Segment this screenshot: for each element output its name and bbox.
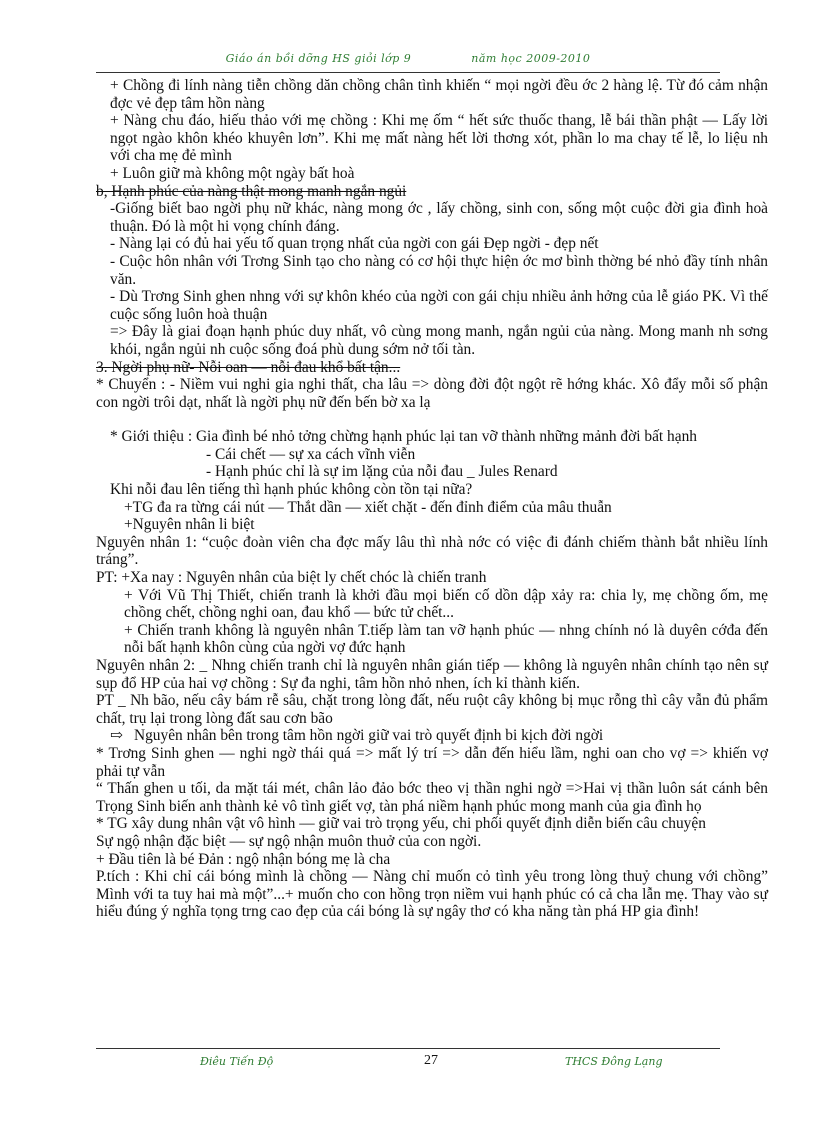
document-body [96, 77, 768, 921]
page-header [0, 52, 816, 65]
paragraph: Khi nỗi đau lên tiếng thì hạnh phúc không còn tồn tại nữa? [110, 481, 473, 499]
paragraph: Nguyên nhân 2: _ Nhng chiến tranh chỉ là nguyên nhân gián tiếp — không là nguyên nhân chính tạo nên sự sụp đổ HP của hai vợ chồng : Sự đa nghi, tâm hồn nhỏ nhen, ích kỉ thành kiến. [96, 657, 768, 692]
paragraph: - Hạnh phúc chỉ là sự im lặng của nỗi đau _ Jules Renard [206, 463, 558, 481]
footer-author: Điêu Tiến Độ [200, 1055, 274, 1068]
paragraph: - Cái chết — sự xa cách vĩnh viễn [206, 445, 416, 463]
paragraph: + Chiến tranh không là nguyên nhân T.tiếp làm tan vỡ hạnh phúc — nhng chính nó là duyên cớđa đến nỗi bất hạnh khôn cùng của ngời vợ đức hạnh [124, 621, 768, 657]
paragraph: PT: +Xa nay : Nguyên nhân của biệt ly chết chóc là chiến tranh [96, 569, 487, 587]
paragraph: + Đầu tiên là bé Đản : ngộ nhận bóng mẹ là cha [96, 850, 391, 868]
paragraph: * Trơng Sinh ghen — nghi ngờ thái quá => mất lý trí => dẫn đến hiểu lầm, nghi oan cho vợ => khiến vợ phải tự vẫn [96, 744, 768, 780]
paragraph: “ Thấn ghen u tối, da mặt tái mét, chân lảo đảo bớc theo vị thần nghi ngờ =>Hai vị thần luôn sát cánh bên Trọng Sinh biến anh thành kẻ vô tình giết vợ, tàn phá niềm hạnh phúc mong manh của gia đình họ [96, 780, 768, 815]
paragraph: * Chuyển : - Niềm vui nghi gia nghi thất, cha lâu => dòng đời đột ngột rẽ hớng khác. Xô đẩy mỗi số phận con ngời trôi dạt, nhất là ngời phụ nữ đến bến bờ xa lạ [96, 376, 768, 411]
page-footer [0, 1053, 816, 1073]
header-year: năm học 2009-2010 [471, 52, 591, 65]
spacer [96, 411, 768, 428]
footer-rule [96, 1048, 720, 1049]
paragraph: PT _ Nh bão, nếu cây bám rễ sâu, chặt trong lòng đất, nếu ruột cây không bị mục rỗng thì cây vẫn đủ phẩm chất, trụ lại trong lòng đất sau cơn bão [96, 692, 768, 727]
paragraph: + Luôn giữ mà không một ngày bất hoà [110, 164, 355, 182]
paragraph: Sự ngộ nhận đặc biệt — sự ngộ nhận muôn thuở của con ngời. [96, 832, 482, 850]
paragraph [96, 727, 768, 745]
paragraph-text: Nguyên nhân bên trong tâm hồn ngời giữ vai trò quyết định bi kịch đời ngời [134, 727, 604, 745]
paragraph: + Với Vũ Thị Thiết, chiến tranh là khởi đầu mọi biến cố dồn dập xảy ra: chia ly, mẹ chồng ốm, mẹ chồng chết, chồng nghi oan, đau khổ — bức tử chết... [124, 586, 768, 622]
paragraph: => Đây là giai đoạn hạnh phúc duy nhất, vô cùng mong manh, ngắn ngủi của nàng. Mong manh nh sơng khói, ngắn ngủi nh cuộc sống đoá phù dung sớm nở tối tàn. [110, 323, 768, 358]
paragraph: - Nàng lại có đủ hai yếu tố quan trọng nhất của ngời con gái Đẹp ngời - đẹp nết [110, 235, 599, 253]
paragraph: -Giống biết bao ngời phụ nữ khác, nàng mong ớc , lấy chồng, sinh con, sống một cuộc đời gia đình hoà thuận. Đó là một hi vọng chính đáng. [110, 200, 768, 235]
paragraph: +Nguyên nhân li biệt [124, 516, 255, 534]
paragraph: * TG xây dung nhân vật vô hình — giữ vai trò trọng yếu, chi phối quyết định diễn biến câu chuyện [96, 815, 706, 833]
paragraph: P.tích : Khi chỉ cái bóng mình là chồng — Nàng chỉ muốn cỏ tình yêu trong lòng thuỷ chung với chồng” Mình với ta tuy hai mà một”...+ muốn cho con hồng trọn niềm vui hạnh phúc có cả cha lẫn mẹ. Thay vào sự hiểu đúng ý nghĩa tọng trng cao đẹp của cái bóng là sự ngây thơ có kha năng tàn phá HP gia đình! [96, 868, 768, 921]
section-heading: b, Hạnh phúc của nàng thật mong manh ngắn ngủi [96, 182, 407, 200]
page-number: 27 [424, 1053, 438, 1068]
header-rule [96, 72, 720, 73]
paragraph: + Nàng chu đáo, hiếu thảo với mẹ chồng : Khi mẹ ốm “ hết sức thuốc thang, lễ bái thần phật — Lấy lời ngọt ngào khôn khéo khuyên lơn”. Khi mẹ mất nàng hết lời thơng xót, phần lo ma chay tế lễ, lo liệu nh với cha mẹ đẻ mình [110, 112, 768, 165]
paragraph: Nguyên nhân 1: “cuộc đoàn viên cha đợc mấy lâu thì nhà nớc có việc đi đánh chiếm thành bắt nhiều lính tráng”. [96, 533, 768, 569]
footer-school: THCS Đông Lạng [565, 1055, 663, 1068]
section-heading: 3. Ngời phụ nữ- Nỗi oan — nỗi đau khổ bất tận... [96, 358, 401, 376]
paragraph: * Giới thiệu : Gia đình bé nhỏ tởng chừng hạnh phúc lại tan vỡ thành những mảnh đời bất hạnh [110, 428, 697, 446]
paragraph: +TG đa ra từng cái nút — Thắt dần — xiết chặt - đến đỉnh điểm của mâu thuẫn [124, 498, 612, 516]
paragraph: - Cuộc hôn nhân với Trơng Sinh tạo cho nàng có cơ hội thực hiện ớc mơ bình thờng bé nhỏ đầy tính nhân văn. [110, 252, 768, 288]
paragraph: + Chồng đi lính nàng tiễn chồng dăn chồng chân tình khiến “ mọi ngời đều ớc 2 hàng lệ. Từ đó cảm nhận đợc vẻ đẹp tâm hồn nàng [110, 77, 768, 112]
header-title: Giáo án bồi dỡng HS giỏi lớp 9 [225, 52, 412, 65]
arrow-right-icon: ⇨ [110, 727, 123, 745]
paragraph: - Dù Trơng Sinh ghen nhng với sự khôn khéo của ngời con gái chịu nhiều ảnh hởng của lễ giáo PK. Vì thế cuộc sống luôn hoà thuận [110, 288, 768, 323]
